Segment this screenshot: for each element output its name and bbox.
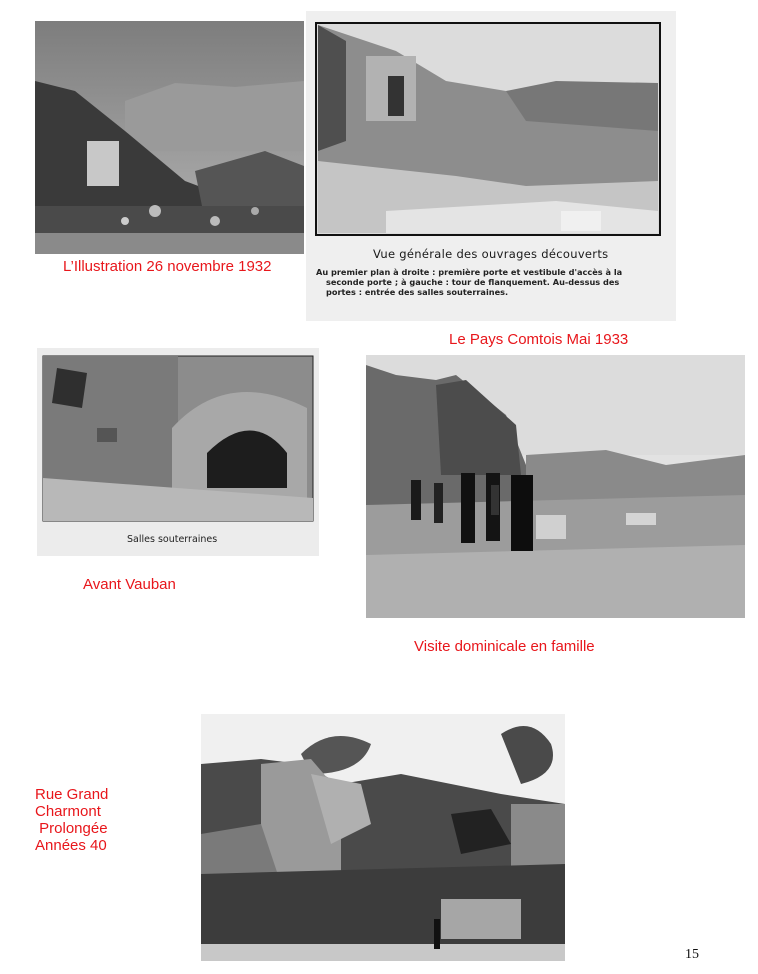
photo-illustration-1932 <box>35 21 304 254</box>
rue-line-2: Charmont <box>35 803 101 820</box>
photo-salles-souterraines <box>37 348 319 556</box>
caption-avant-vauban: Avant Vauban <box>83 576 176 593</box>
caption-illustration: L’Illustration 26 novembre 1932 <box>63 258 272 275</box>
scan-caption-salles: Salles souterraines <box>127 534 218 545</box>
caption-pays-comtois: Le Pays Comtois Mai 1933 <box>449 331 629 348</box>
scan-line-3: portes : entrée des salles souterraines. <box>326 287 509 297</box>
rue-line-3: Prolongée <box>35 820 108 837</box>
caption-visite: Visite dominicale en famille <box>414 638 595 655</box>
photo-rue-grand-charmont <box>201 714 565 961</box>
page-number: 15 <box>685 947 699 962</box>
scan-title: Vue générale des ouvrages découverts <box>373 247 609 261</box>
caption-rue-grand-charmont <box>35 786 108 854</box>
rue-line-1: Rue Grand <box>35 786 109 803</box>
photo-pays-comtois-scan <box>306 11 676 321</box>
scan-line-2: seconde porte ; à gauche : tour de flanquement. Au-dessus des <box>326 277 620 287</box>
rue-line-4: Années 40 <box>35 837 107 854</box>
photo-visite-dominicale <box>366 355 745 618</box>
scan-line-1: Au premier plan à droite : première porte et vestibule d'accès à la <box>316 267 623 277</box>
